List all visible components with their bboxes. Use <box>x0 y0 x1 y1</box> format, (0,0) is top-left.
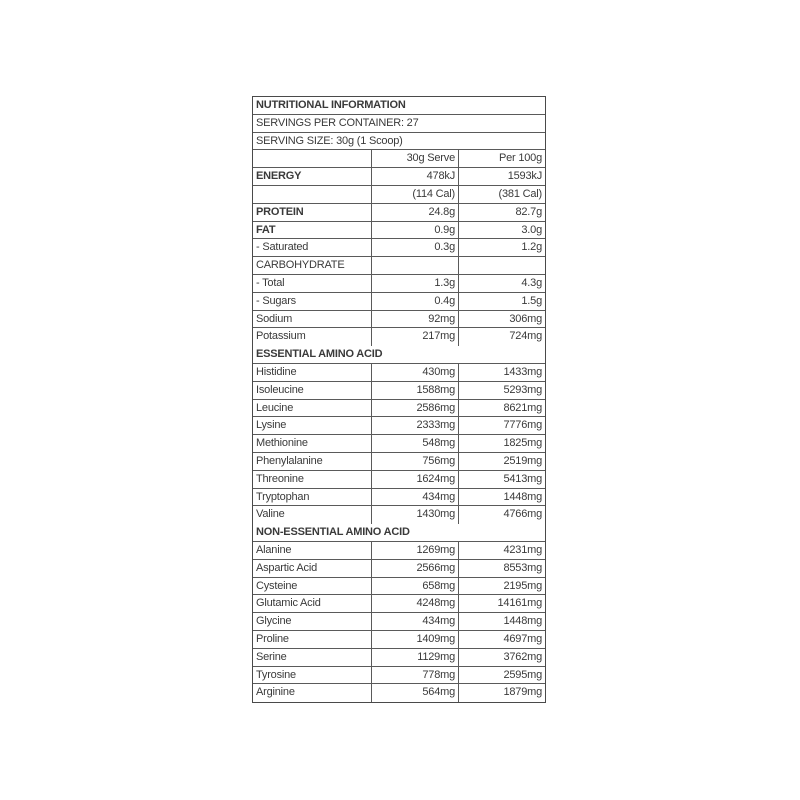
nutrient-label: FAT <box>253 222 372 239</box>
value-per-serve: 434mg <box>372 489 459 506</box>
value-per-serve: 0.9g <box>372 222 459 239</box>
non-essential-heading-row <box>253 524 545 542</box>
amino-acid-row <box>253 364 545 382</box>
value-per-serve: 2566mg <box>372 560 459 577</box>
value-per-100g: 1825mg <box>503 437 542 450</box>
value-per-serve: 2333mg <box>372 417 459 434</box>
column-header-serve: 30g Serve <box>372 150 459 167</box>
amino-acid-row <box>253 471 545 489</box>
header-empty-cell <box>253 150 372 167</box>
amino-acid-row <box>253 506 545 524</box>
nutrient-label: Isoleucine <box>253 382 372 399</box>
nutrition-panel <box>252 96 546 703</box>
value-per-serve: 24.8g <box>372 204 459 221</box>
nutrient-label: Phenylalanine <box>253 453 372 470</box>
value-per-serve: 1430mg <box>372 506 459 524</box>
nutrient-row <box>253 293 545 311</box>
non-essential-heading: NON-ESSENTIAL AMINO ACID <box>256 526 410 539</box>
nutrient-row <box>253 239 545 257</box>
essential-heading-row <box>253 346 545 364</box>
amino-acid-row <box>253 560 545 578</box>
value-per-100g: 1448mg <box>503 615 542 628</box>
value-per-serve: 1588mg <box>372 382 459 399</box>
value-per-100g: 2519mg <box>503 454 542 467</box>
amino-acid-row <box>253 400 545 418</box>
value-per-100g: 7776mg <box>503 419 542 432</box>
nutrient-label: Serine <box>253 649 372 666</box>
value-per-100g: 1879mg <box>503 686 542 699</box>
value-per-100g: 1.2g <box>521 241 542 254</box>
value-per-100g: 724mg <box>509 330 542 343</box>
value-per-100g: 1593kJ <box>507 170 542 183</box>
nutrient-row <box>253 168 545 186</box>
servings-per-container: SERVINGS PER CONTAINER: 27 <box>256 116 419 129</box>
nutrient-label: Tryptophan <box>253 489 372 506</box>
serving-size: SERVING SIZE: 30g (1 Scoop) <box>256 134 403 147</box>
non-essential-rows <box>253 542 545 702</box>
value-per-100g: 14161mg <box>497 597 542 610</box>
value-per-serve: 0.4g <box>372 293 459 310</box>
nutrient-row <box>253 222 545 240</box>
amino-acid-row <box>253 631 545 649</box>
nutrient-row <box>253 311 545 329</box>
nutrient-label: Potassium <box>253 328 372 346</box>
nutrient-label: Valine <box>253 506 372 524</box>
nutrient-row <box>253 328 545 346</box>
value-per-100g: 8553mg <box>503 561 542 574</box>
nutrient-label: Sodium <box>253 311 372 328</box>
nutrient-label: Proline <box>253 631 372 648</box>
nutrient-label: Methionine <box>253 435 372 452</box>
amino-acid-row <box>253 578 545 596</box>
column-header-row <box>253 150 545 168</box>
nutrient-label: Threonine <box>253 471 372 488</box>
nutrient-row <box>253 257 545 275</box>
value-per-serve: 1409mg <box>372 631 459 648</box>
value-per-serve: 217mg <box>372 328 459 346</box>
value-per-serve: 564mg <box>372 684 459 702</box>
column-header-per-100g: Per 100g <box>498 152 542 165</box>
servings-row <box>253 115 545 133</box>
nutrient-label: - Sugars <box>253 293 372 310</box>
nutrient-rows <box>253 168 545 346</box>
nutrient-label: Cysteine <box>253 578 372 595</box>
value-per-100g: 3762mg <box>503 650 542 663</box>
value-per-100g: 1.5g <box>521 294 542 307</box>
nutrient-label: Alanine <box>253 542 372 559</box>
amino-acid-row <box>253 417 545 435</box>
nutrient-label: Tyrosine <box>253 667 372 684</box>
nutrient-label: ENERGY <box>253 168 372 185</box>
value-per-serve: 1.3g <box>372 275 459 292</box>
amino-acid-row <box>253 595 545 613</box>
amino-acid-row <box>253 435 545 453</box>
essential-heading: ESSENTIAL AMINO ACID <box>256 348 383 361</box>
value-per-100g: 4.3g <box>521 276 542 289</box>
value-per-100g: (381 Cal) <box>498 187 542 200</box>
panel-title: NUTRITIONAL INFORMATION <box>256 99 406 111</box>
value-per-serve: 0.3g <box>372 239 459 256</box>
amino-acid-row <box>253 684 545 702</box>
amino-acid-row <box>253 542 545 560</box>
value-per-serve: 658mg <box>372 578 459 595</box>
nutrient-label: CARBOHYDRATE <box>253 257 372 274</box>
serving-size-row <box>253 133 545 151</box>
value-per-serve: 1129mg <box>372 649 459 666</box>
value-per-100g: 2595mg <box>503 668 542 681</box>
nutrient-label: Arginine <box>253 684 372 702</box>
value-per-serve: 1624mg <box>372 471 459 488</box>
value-per-serve: 434mg <box>372 613 459 630</box>
title-row <box>253 97 545 115</box>
value-per-serve: 430mg <box>372 364 459 381</box>
nutrient-label: Glycine <box>253 613 372 630</box>
nutrient-label: Lysine <box>253 417 372 434</box>
value-per-100g: 3.0g <box>521 223 542 236</box>
nutrient-row <box>253 186 545 204</box>
value-per-serve: 1269mg <box>372 542 459 559</box>
nutrient-label: Leucine <box>253 400 372 417</box>
value-per-serve: 478kJ <box>372 168 459 185</box>
amino-acid-row <box>253 613 545 631</box>
value-per-100g: 8621mg <box>503 401 542 414</box>
value-per-100g: 2195mg <box>503 579 542 592</box>
value-per-100g <box>459 257 545 274</box>
value-per-100g: 1433mg <box>503 365 542 378</box>
value-per-serve: 548mg <box>372 435 459 452</box>
value-per-serve: 2586mg <box>372 400 459 417</box>
amino-acid-row <box>253 489 545 507</box>
value-per-serve: 92mg <box>372 311 459 328</box>
value-per-serve: 4248mg <box>372 595 459 612</box>
nutrient-label: Glutamic Acid <box>253 595 372 612</box>
value-per-serve: 756mg <box>372 453 459 470</box>
amino-acid-row <box>253 649 545 667</box>
value-per-100g: 5293mg <box>503 383 542 396</box>
nutrient-label: PROTEIN <box>253 204 372 221</box>
nutrient-row <box>253 204 545 222</box>
essential-rows <box>253 364 545 524</box>
amino-acid-row <box>253 453 545 471</box>
nutrient-row <box>253 275 545 293</box>
value-per-100g: 4697mg <box>503 632 542 645</box>
amino-acid-row <box>253 382 545 400</box>
value-per-serve <box>372 257 459 274</box>
value-per-100g: 82.7g <box>515 205 542 218</box>
nutrient-label: - Total <box>253 275 372 292</box>
nutrient-label: Aspartic Acid <box>253 560 372 577</box>
value-per-100g: 1448mg <box>503 490 542 503</box>
amino-acid-row <box>253 667 545 685</box>
value-per-serve: 778mg <box>372 667 459 684</box>
value-per-serve: (114 Cal) <box>372 186 459 203</box>
nutrient-label: - Saturated <box>253 239 372 256</box>
nutrient-label: Histidine <box>253 364 372 381</box>
value-per-100g: 4231mg <box>503 543 542 556</box>
value-per-100g: 5413mg <box>503 472 542 485</box>
value-per-100g: 4766mg <box>503 508 542 521</box>
nutrient-label <box>253 186 372 203</box>
value-per-100g: 306mg <box>509 312 542 325</box>
